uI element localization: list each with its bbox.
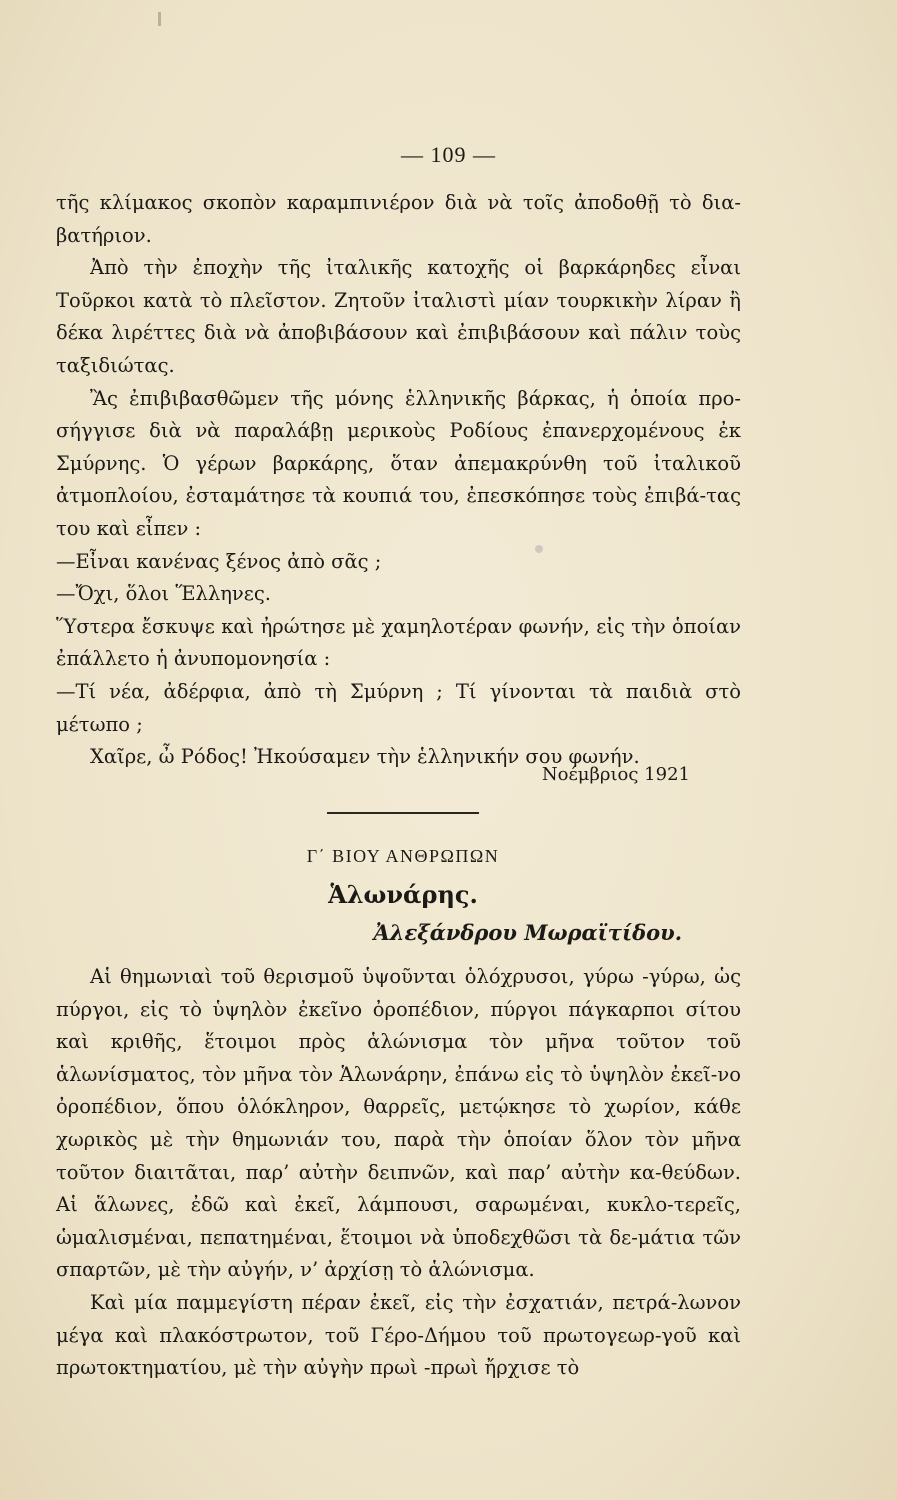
paragraph: Ὕστερα ἔσκυψε καὶ ἠρώτησε μὲ χαμηλοτέραν φωνήν, εἰς τὴν ὁποίαν ἐπάλλετο ἡ ἀνυπομονησία : [56,614,741,671]
paragraph: Ἀπὸ τὴν ἐποχὴν τῆς ἰταλικῆς κατοχῆς οἱ βαρκάρηδες εἶναι Τοῦρκοι κατὰ τὸ πλεῖστον. Ζητοῦν ἰταλιστὶ μίαν τουρκικὴν λίραν ἢ δέκα λιρέττες διὰ νὰ ἀποβιβάσουν καὶ ἐπιβιβάσουν καὶ πάλιν τοὺς ταξιδιώτας. [56,256,741,377]
paragraph: —Εἶναι κανένας ξένος ἀπὸ σᾶς ; [56,549,382,573]
paragraph: Χαῖρε, ὦ Ρόδος! Ἠκούσαμεν τὴν ἑλληνικήν σου φωνήν. [90,745,640,769]
author-line: Ἀλεξάνδρου Μωραϊτίδου. [373,920,682,945]
article-body-top [56,187,741,774]
print-speck [158,12,161,26]
paragraph: Αἱ θημωνιαὶ τοῦ θερισμοῦ ὑψοῦνται ὁλόχρυσοι, γύρω -γύρω, ὡς πύργοι, εἰς τὸ ὑψηλὸν ἐκεῖνο ὀροπέδιον, πύργοι πάγκαρποι σίτου καὶ κριθῆς, ἕτοιμοι πρὸς ἁλώνισμα τὸν μῆνα τοῦτον τοῦ ἁλωνίσματος, τὸν μῆνα τὸν Ἁλωνάρην, ἐπάνω εἰς τὸ ὑψηλὸν ἐκεῖ-νο ὀροπέδιον, ὅπου ὁλόκληρον, θαρρεῖς, μετῴκησε τὸ χωρίον, κάθε χωρικὸς μὲ τὴν θημωνιάν του, παρὰ τὴν ὁποίαν ὅλον τὸν μῆνα τοῦτον διαιτᾶται, παρ’ αὐτὴν δειπνῶν, καὶ παρ’ αὐτὴν κα-θεύδων. Αἱ ἅλωνες, ἐδῶ καὶ ἐκεῖ, λάμπουσι, σαρωμέναι, κυκλο-τερεῖς, ὡμαλισμέναι, πεπατημέναι, ἕτοιμοι νὰ ὑποδεχθῶσι τὰ δε-μάτια τῶν σπαρτῶν, μὲ τὴν αὐγήν, ν’ ἀρχίσῃ τὸ ἁλώνισμα. [56,965,741,1282]
paragraph: —Τί νέα, ἀδέρφια, ἀπὸ τὴ Σμύρνη ; Τί γίνονται τὰ παιδιὰ στὸ μέτωπο ; [56,679,741,736]
date-line: Νοέμβριος 1921 [541,764,690,785]
article-body-bottom [56,961,741,1385]
section-divider [327,812,479,814]
paragraph: τῆς κλίμακος σκοπὸν καραμπινιέρον διὰ νὰ τοῖς ἀποδοθῇ τὸ δια-βατήριον. [56,191,741,247]
paragraph: Καὶ μία παμμεγίστη πέραν ἐκεῖ, εἰς τὴν ἐσχατιάν, πετρά-λωνον μέγα καὶ πλακόστρωτον, τοῦ Γέρο-Δήμου τοῦ πρωτογεωρ-γοῦ καὶ πρωτοκτηματίου, μὲ τὴν αὐγὴν πρωὶ -πρωὶ ἤρχισε τὸ [56,1290,741,1380]
paragraph: —Ὄχι, ὅλοι Ἕλληνες. [56,582,271,606]
section-heading: Γ΄ ΒΙΟΥ ΑΝΘΡΩΠΩΝ [306,846,500,866]
paragraph: Ἂς ἐπιβιβασθῶμεν τῆς μόνης ἑλληνικῆς βάρκας, ἡ ὁποία προ-σήγγισε διὰ νὰ παραλάβῃ μερικοὺς Ροδίους ἐπανερχομένους ἐκ Σμύρνης. Ὁ γέρων βαρκάρης, ὅταν ἀπεμακρύνθη τοῦ ἰταλικοῦ ἀτμοπλοίου, ἐσταμάτησε τὰ κουπιά του, ἐπεσκόπησε τοὺς ἐπιβά-τας του καὶ εἶπεν : [56,386,741,540]
story-title: Ἁλωνάρης. [328,880,478,909]
page-number: — 109 — [401,142,496,167]
